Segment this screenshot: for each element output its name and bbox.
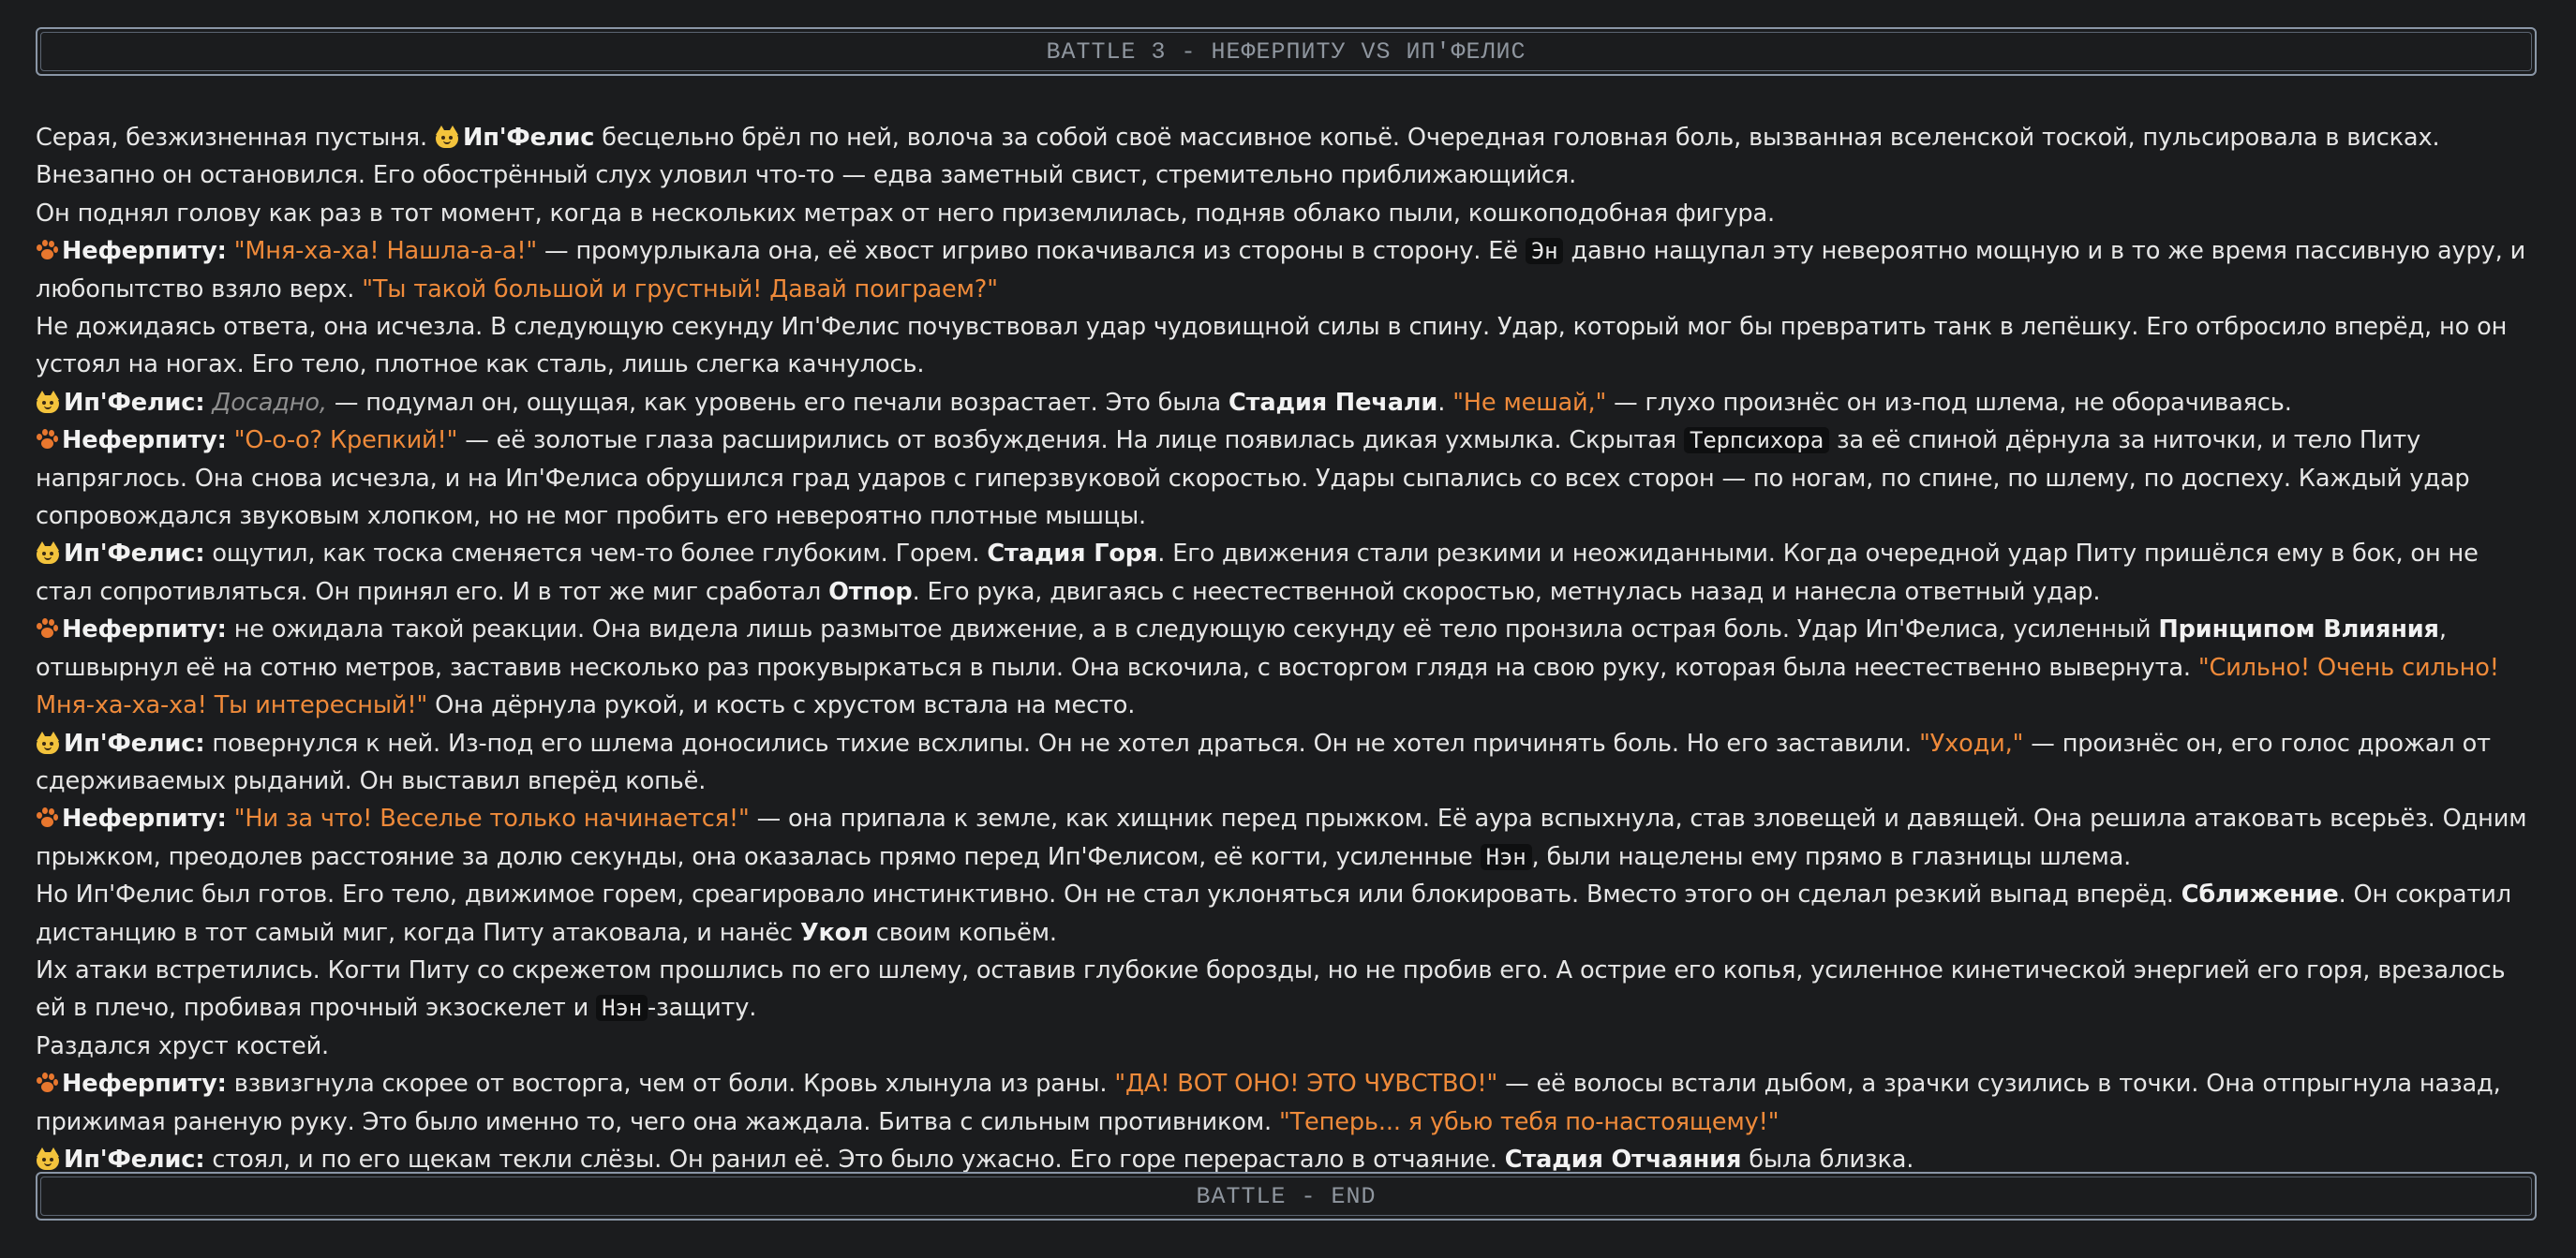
narration: не ожидала такой реакции. Она видела лишь размытое движение, а в следующую секунду её тело пронзила острая боль. Удар Ип'Фелиса, усиленный: [226, 615, 2159, 644]
paragraph: [36, 876, 2539, 952]
narration: — глухо произнёс он из-под шлема, не оборачиваясь.: [1606, 388, 2292, 417]
narration: Он поднял голову как раз в тот момент, когда в нескольких метрах от него приземлилась, подняв облако пыли, кошкоподобная фигура.: [36, 199, 1775, 228]
battle-footer-banner: [36, 1172, 2537, 1221]
narration: повернулся к ней. Из-под его шлема доносились тихие всхлипы. Он не хотел драться. Он не хотел причинять боль. Но его заставили.: [204, 729, 1920, 758]
narration: , были нацелены ему прямо в глазницы шлема.: [1531, 842, 2132, 871]
narration: — произнёс он, его голос дрожал от сдерживаемых рыданий. Он выставил вперёд копьё.: [36, 729, 2491, 795]
paragraph: [36, 800, 2539, 876]
ability-tag: Нэн: [596, 995, 648, 1021]
narration: Раздался хруст костей.: [36, 1031, 330, 1060]
paragraph: [36, 725, 2539, 801]
ability-tag: Эн: [1526, 238, 1564, 264]
narration: бесцельно брёл по ней, волоча за собой своё массивное копьё. Очередная головная боль, вызванная вселенской тоской, пульсировала в висках. Внезапно он остановился. Его обострённый слух уловил что-то — едва заметный свист, стремительно приближающийся.: [36, 124, 2440, 190]
narration: за её спиной дёрнула за ниточки, и тело Питу напряглось. Она снова исчезла, и на Ип'Фелиса обрушился град ударов с гиперзвуковой скоростью. Удары сыпались со всех сторон — по ногам, по спине, по шлему, по доспеху. Каждый удар сопровождался звуковым хлопком, но не мог пробить его невероятно плотные мышцы.: [36, 426, 2470, 531]
inner-thought: Досадно,: [212, 388, 327, 417]
paragraph: [36, 1065, 2539, 1141]
battle-title: BATTLE 3 - НЕФЕРПИТУ VS ИП'ФЕЛИС: [1046, 37, 1526, 66]
paragraph: [36, 611, 2539, 724]
character-name: Ип'Фелис:: [64, 388, 205, 417]
dialogue: "Уходи,": [1919, 729, 2024, 758]
narration: -защиту.: [648, 994, 757, 1023]
character-name: Неферпиту:: [62, 426, 227, 455]
battle-end-title: BATTLE - END: [1196, 1182, 1377, 1210]
dialogue: "Теперь... я убью тебя по-настоящему!": [1278, 1107, 1779, 1136]
narration: Серая, безжизненная пустыня.: [36, 124, 435, 152]
narration: ощутил, как тоска сменяется чем-то более глубоким. Горем.: [204, 540, 988, 569]
character-name: Неферпиту:: [62, 237, 227, 266]
dialogue: "Мня-ха-ха! Нашла-а-а!": [233, 237, 538, 266]
ability-tag: Нэн: [1481, 844, 1532, 870]
dialogue: "ДА! ВОТ ОНО! ЭТО ЧУВСТВО!": [1114, 1070, 1498, 1099]
paragraph: [36, 119, 2539, 195]
character-name: Ип'Фелис: [462, 124, 595, 152]
dialogue: "Сильно! Очень сильно! Мня-ха-ха-ха! Ты интересный!": [36, 653, 2499, 720]
cat-face-icon: [435, 126, 459, 148]
battle-header-banner: [36, 27, 2537, 76]
dialogue: "Ни за что! Веселье только начинается!": [233, 805, 750, 834]
narration: — её золотые глаза расширились от возбуждения. На лице появилась дикая ухмылка. Скрытая: [457, 426, 1685, 455]
paragraph: [36, 422, 2539, 535]
paw-prints-icon: [36, 617, 58, 640]
stage-term: Стадия Отчаяния: [1504, 1145, 1742, 1174]
narration: , отшвырнул её на сотню метров, заставив несколько раз прокувыркаться в пыли. Она вскочила, с восторгом глядя на свою руку, которая была неестественно вывернута.: [36, 615, 2447, 682]
narration: была близка.: [1741, 1145, 1914, 1174]
narration: взвизгнула скорее от восторга, чем от боли. Кровь хлынула из раны.: [226, 1070, 1115, 1099]
paragraph: [36, 232, 2539, 308]
paragraph: [36, 952, 2539, 1028]
character-name: Неферпиту:: [62, 1070, 227, 1099]
narration: Она дёрнула рукой, и кость с хрустом встала на место.: [427, 691, 1136, 720]
narration: — её волосы встали дыбом, а зрачки сузились в точки. Она отпрыгнула назад, прижимая раненую руку. Это было именно то, чего она жаждала. Битва с сильным противником.: [36, 1070, 2501, 1136]
character-name: Ип'Фелис:: [64, 729, 205, 758]
ability-tag: Терпсихора: [1684, 427, 1829, 453]
cat-face-icon: [36, 391, 60, 413]
narration: Но Ип'Фелис был готов. Его тело, движимое горем, среагировало инстинктивно. Он не стал уклоняться или блокировать. Вместо этого он сделал резкий выпад вперёд.: [36, 881, 2181, 910]
dialogue: "Ты такой большой и грустный! Давай поиграем?": [362, 274, 998, 303]
cat-face-icon: [36, 1147, 60, 1170]
technique-term: Сближение: [2181, 881, 2339, 910]
narration: . Он сократил дистанцию в тот самый миг, когда Питу атаковала, и нанёс: [36, 881, 2511, 947]
paragraph: [36, 535, 2539, 611]
narration: — она припала к земле, как хищник перед прыжком. Её аура вспыхнула, став зловещей и давящей. Она решила атаковать всерьёз. Одним прыжком, преодолев расстояние за долю секунды, она оказалась прямо перед Ип'Фелисом, её когти, усиленные: [36, 805, 2527, 871]
stage-term: Стадия Горя: [987, 540, 1158, 569]
technique-term: Принципом Влияния: [2158, 615, 2439, 644]
paragraph: [36, 195, 2539, 232]
battle-narrative: [36, 119, 2539, 1178]
character-name: Неферпиту:: [62, 805, 227, 834]
narration: Их атаки встретились. Когти Питу со скрежетом прошлись по его шлему, оставив глубокие борозды, но не пробив его. А острие его копья, усиленное кинетической энергией его горя, врезалось ей в плечо, пробивая прочный экзоскелет и: [36, 955, 2506, 1023]
narration: . Его рука, двигаясь с неестественной скоростью, метнулась назад и нанесла ответный удар.: [912, 577, 2101, 606]
character-name: Ип'Фелис:: [64, 1145, 205, 1174]
narration: — подумал он, ощущая, как уровень его печали возрастает. Это была: [326, 388, 1229, 417]
narration: .: [1437, 388, 1453, 417]
paragraph: [36, 384, 2539, 422]
paw-prints-icon: [36, 239, 58, 261]
cat-face-icon: [36, 541, 60, 564]
paragraph: [36, 308, 2539, 384]
narration: давно нащупал эту невероятно мощную и в то же время пассивную ауру, и любопытство взяло верх.: [36, 237, 2526, 303]
character-name: Ип'Фелис:: [64, 540, 205, 569]
narration: . Его движения стали резкими и неожиданными. Когда очередной удар Питу пришёлся ему в бок, он не стал сопротивляться. Он принял его. И в тот же миг сработал: [36, 540, 2479, 606]
technique-term: Укол: [799, 918, 869, 947]
narration: — промурлыкала она, её хвост игриво покачивался из стороны в сторону. Её: [537, 237, 1526, 266]
character-name: Неферпиту:: [62, 615, 227, 644]
dialogue: "О-о-о? Крепкий!": [233, 426, 458, 455]
paw-prints-icon: [36, 1072, 58, 1094]
paw-prints-icon: [36, 428, 58, 451]
dialogue: "Не мешай,": [1452, 388, 1607, 417]
stage-term: Стадия Печали: [1228, 388, 1438, 417]
cat-face-icon: [36, 732, 60, 754]
narration: стоял, и по его щекам текли слёзы. Он ранил её. Это было ужасно. Его горе перерастало в отчаяние.: [204, 1145, 1505, 1174]
technique-term: Отпор: [828, 577, 913, 606]
narration: Не дожидаясь ответа, она исчезла. В следующую секунду Ип'Фелис почувствовал удар чудовищной силы в спину. Удар, который мог бы превратить танк в лепёшку. Его отбросило вперёд, но он устоял на ногах. Его тело, плотное как сталь, лишь слегка качнулось.: [36, 313, 2508, 379]
paw-prints-icon: [36, 807, 58, 829]
narration: своим копьём.: [868, 918, 1057, 947]
paragraph: [36, 1028, 2539, 1065]
